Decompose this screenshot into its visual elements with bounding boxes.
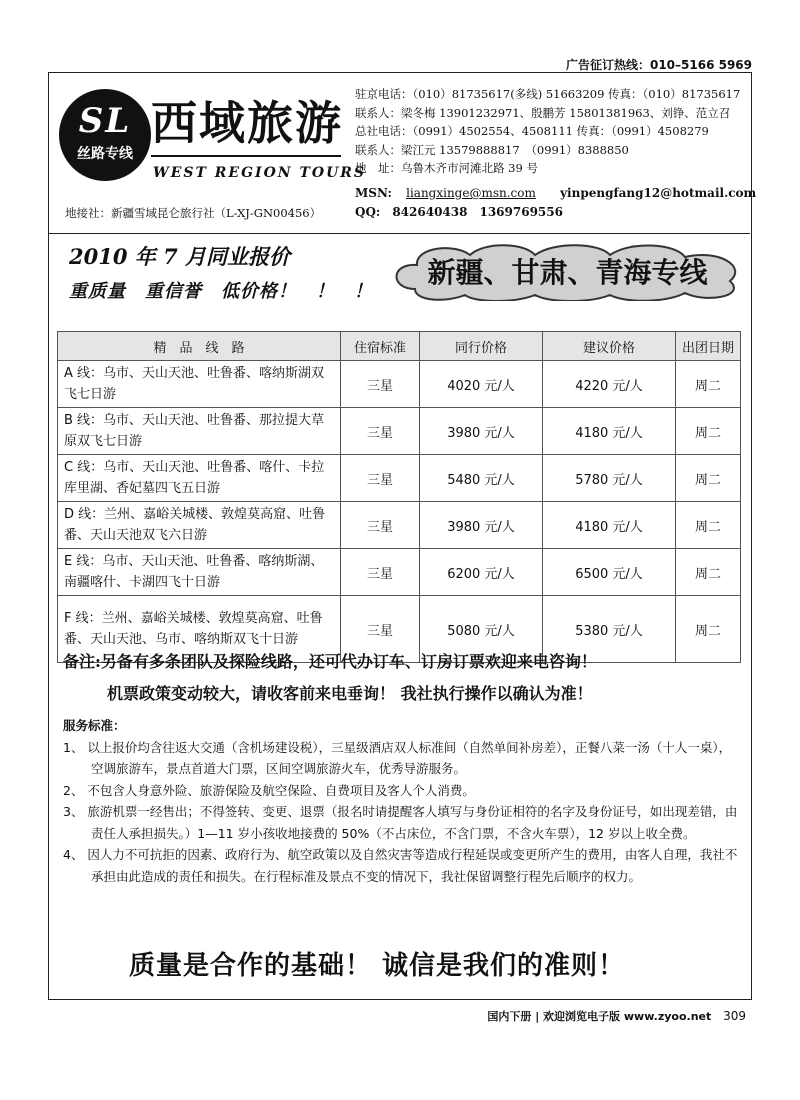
- table-row: [58, 408, 741, 455]
- header: [49, 73, 757, 234]
- date-cell: 周二: [676, 502, 741, 549]
- route-cell: E 线：乌市、天山天池、吐鲁番、喀纳斯湖、南疆喀什、卡湖四飞十日游: [58, 549, 341, 596]
- msn-label: MSN:: [355, 186, 392, 200]
- lodging-cell: 三星: [341, 455, 420, 502]
- route-cell: B 线：乌市、天山天池、吐鲁番、那拉提大草原双飞七日游: [58, 408, 341, 455]
- contact-line: 驻京电话：（010）81735617(多线) 51663209 传真：（010）81735617: [355, 87, 741, 101]
- ad-hotline: 广告征订热线：010–5166 5969: [565, 58, 752, 72]
- logo: [59, 89, 151, 181]
- hotmail-email[interactable]: yinpengfang12@hotmail.com: [560, 186, 757, 200]
- price-headline: 2010 年 7 月同业报价: [69, 244, 290, 269]
- lodging-cell: 三星: [341, 361, 420, 408]
- col-route: 精 品 线 路: [58, 332, 341, 361]
- route-cell: D 线：兰州、嘉峪关城楼、敦煌莫高窟、吐鲁番、天山天池双飞六日游: [58, 502, 341, 549]
- col-lodging: 住宿标准: [341, 332, 420, 361]
- ad-frame: [48, 72, 757, 1000]
- logo-cn: 丝路专线: [77, 146, 133, 162]
- routes-table: [57, 331, 741, 663]
- contact-line: 地 址：乌鲁木齐市河滩北路 39 号: [355, 161, 538, 175]
- col-date: 出团日期: [676, 332, 741, 361]
- contact-line: 联系人：梁冬梅 13901232971、殷鹏芳 15801381963、刘铮、范立召: [355, 105, 731, 120]
- date-cell: 周二: [676, 408, 741, 455]
- trade-price-cell: 3980 元/人: [420, 502, 543, 549]
- route-cell: F 线：兰州、嘉峪关城楼、敦煌莫高窟、吐鲁番、天山天池、乌市、喀纳斯双飞十日游: [58, 596, 341, 663]
- lodging-cell: 三星: [341, 502, 420, 549]
- route-cell: A 线：乌市、天山天池、吐鲁番、喀纳斯湖双飞七日游: [58, 361, 341, 408]
- trade-price-cell: 4020 元/人: [420, 361, 543, 408]
- note-line-1: 备注:另备有多条团队及探险线路，还可代办订车、订房订票欢迎来电咨询！: [63, 652, 597, 671]
- contact-line: 总社电话：（0991）4502554、4508111 传真：（0991）4508279: [355, 124, 709, 138]
- msn-line: [355, 186, 756, 200]
- note-line-2: 机票政策变动较大，请收客前来电垂询！ 我社执行操作以确认为准！: [107, 684, 593, 703]
- date-cell: 周二: [676, 549, 741, 596]
- suggested-price-cell: 6500 元/人: [543, 549, 676, 596]
- service-title: 服务标准：: [63, 718, 126, 733]
- table-row: [58, 502, 741, 549]
- table-header-row: [58, 332, 741, 361]
- col-suggested-price: 建议价格: [543, 332, 676, 361]
- brand-subtitle: WEST REGION TOURS: [153, 165, 367, 181]
- suggested-price-cell: 4180 元/人: [543, 408, 676, 455]
- lodging-cell: 三星: [341, 596, 420, 663]
- cloud-title: 新疆、甘肃、青海专线: [427, 256, 708, 289]
- slogan: 重质量 重信誉 低价格！ ！ ！: [69, 281, 373, 302]
- lodging-cell: 三星: [341, 549, 420, 596]
- msn-email[interactable]: liangxinge@msn.com: [406, 186, 536, 200]
- col-trade-price: 同行价格: [420, 332, 543, 361]
- service-item: 4、 因人力不可抗拒的因素、政府行为、航空政策以及自然灾害等造成行程延误或变更所产生的费用，由客人自理，我社不承担由此造成的责任和损失。在行程标准及景点不变的情况下，我社保留调整行程先后顺序的权力。: [63, 847, 738, 884]
- date-cell: 周二: [676, 361, 741, 408]
- service-standards: [63, 715, 743, 887]
- suggested-price-cell: 4180 元/人: [543, 502, 676, 549]
- suggested-price-cell: 5780 元/人: [543, 455, 676, 502]
- date-cell: 周二: [676, 596, 741, 663]
- service-item: 2、 不包含人身意外险、旅游保险及航空保险、自费项目及客人个人消费。: [63, 782, 475, 798]
- service-item: 1、 以上报价均含往返大交通（含机场建设税），三星级酒店双人标准间（自然单间补房差），正餐八菜一汤（十人一桌），空调旅游车，景点首道大门票，区间空调旅游火车，优秀导游服务。: [63, 739, 732, 776]
- page-number: 309: [723, 1009, 746, 1023]
- brand-title: 西域旅游: [151, 96, 343, 150]
- service-item: 3、 旅游机票一经售出；不得签转、变更、退票（报名时请提醒客人填写与身份证相符的名字及身份证号，如出现差错，由责任人承担损失。）1—11 岁小孩收地接费的 50%（不占床位，不含门票，不含火车票），12 岁以上收全费。: [63, 804, 738, 841]
- local-agency: 地接社：新疆雪域昆仑旅行社（L-XJ-GN00456）: [65, 206, 322, 220]
- contact-line: 联系人：梁江元 13579888817 （0991）8388850: [355, 142, 629, 157]
- closing-slogan: 质量是合作的基础！ 诚信是我们的准则！: [129, 951, 626, 981]
- lodging-cell: 三星: [341, 408, 420, 455]
- contact-block: [355, 85, 740, 178]
- table-row: [58, 455, 741, 502]
- cloud-banner: [385, 241, 750, 301]
- table-row: [58, 549, 741, 596]
- route-cell: C 线：乌市、天山天池、吐鲁番、喀什、卡拉库里湖、香妃墓四飞五日游: [58, 455, 341, 502]
- brand-divider: [151, 155, 341, 157]
- trade-price-cell: 5080 元/人: [420, 596, 543, 663]
- page-footer: [487, 1008, 746, 1024]
- footer-text: 国内下册 | 欢迎浏览电子版 www.zyoo.net: [487, 1010, 712, 1023]
- qq-line: QQ: 842640438 1369769556: [355, 205, 563, 219]
- suggested-price-cell: 5380 元/人: [543, 596, 676, 663]
- logo-abbr: SL: [78, 101, 132, 141]
- suggested-price-cell: 4220 元/人: [543, 361, 676, 408]
- trade-price-cell: 3980 元/人: [420, 408, 543, 455]
- trade-price-cell: 5480 元/人: [420, 455, 543, 502]
- date-cell: 周二: [676, 455, 741, 502]
- table-row: [58, 361, 741, 408]
- trade-price-cell: 6200 元/人: [420, 549, 543, 596]
